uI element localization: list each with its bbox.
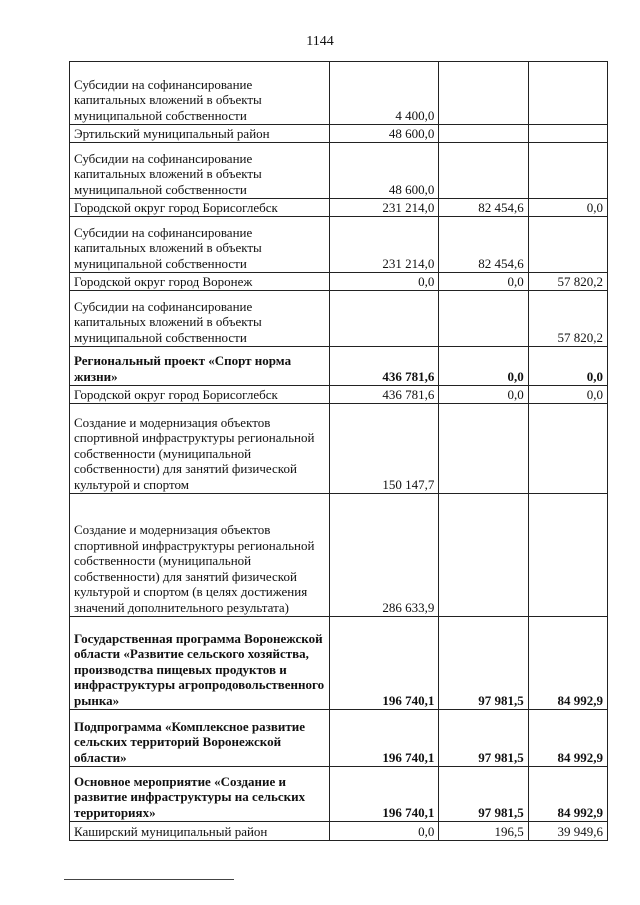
value-col3-cell: [528, 217, 607, 273]
value-col1-cell: [329, 291, 438, 347]
value-col1-cell: 0,0: [329, 822, 438, 841]
row-name-cell: Субсидии на софинансирование капитальных вложений в объекты муниципальной собственности: [70, 291, 330, 347]
value-col1-cell: 150 147,7: [329, 404, 438, 494]
row-name-cell: Основное мероприятие «Создание и развитие инфраструктуры на сельских территориях»: [70, 767, 330, 822]
value-col2-cell: 196,5: [439, 822, 528, 841]
table-row: [70, 710, 608, 767]
value-col3-cell: 57 820,2: [528, 291, 607, 347]
value-col2-cell: [439, 143, 528, 199]
value-col3-cell: 0,0: [528, 199, 607, 217]
table-row: [70, 347, 608, 386]
value-col2-cell: [439, 125, 528, 143]
table-row: [70, 767, 608, 822]
row-name-cell: Субсидии на софинансирование капитальных вложений в объекты муниципальной собственности: [70, 62, 330, 125]
value-col1-cell: 436 781,6: [329, 386, 438, 404]
value-col1-cell: 0,0: [329, 273, 438, 291]
value-col2-cell: [439, 62, 528, 125]
value-col1-cell: 48 600,0: [329, 143, 438, 199]
table-row: [70, 125, 608, 143]
row-name-cell: Эртильский муниципальный район: [70, 125, 330, 143]
table-row: [70, 199, 608, 217]
table-row: [70, 386, 608, 404]
value-col1-cell: 48 600,0: [329, 125, 438, 143]
value-col2-cell: 0,0: [439, 347, 528, 386]
value-col1-cell: 196 740,1: [329, 710, 438, 767]
footer-separator-line: [64, 879, 234, 880]
row-name-cell: Субсидии на софинансирование капитальных вложений в объекты муниципальной собственности: [70, 143, 330, 199]
row-name-cell: Подпрограмма «Комплексное развитие сельских территорий Воронежской области»: [70, 710, 330, 767]
table-row: [70, 62, 608, 125]
value-col2-cell: [439, 494, 528, 617]
value-col1-cell: 196 740,1: [329, 767, 438, 822]
page-number: 1144: [306, 34, 334, 49]
row-name-cell: Городской округ город Воронеж: [70, 273, 330, 291]
table-row: [70, 217, 608, 273]
value-col2-cell: 97 981,5: [439, 767, 528, 822]
value-col2-cell: 82 454,6: [439, 217, 528, 273]
value-col1-cell: 196 740,1: [329, 617, 438, 710]
row-name-cell: Региональный проект «Спорт норма жизни»: [70, 347, 330, 386]
value-col3-cell: [528, 404, 607, 494]
value-col2-cell: [439, 404, 528, 494]
value-col2-cell: 82 454,6: [439, 199, 528, 217]
table-row: [70, 291, 608, 347]
value-col3-cell: 57 820,2: [528, 273, 607, 291]
row-name-cell: Субсидии на софинансирование капитальных вложений в объекты муниципальной собственности: [70, 217, 330, 273]
value-col1-cell: 4 400,0: [329, 62, 438, 125]
row-name-cell: Создание и модернизация объектов спортивной инфраструктуры региональной собственности (муниципальной собственности) для занятий физической культурой и спортом: [70, 404, 330, 494]
table-row: [70, 273, 608, 291]
row-name-cell: Создание и модернизация объектов спортивной инфраструктуры региональной собственности (муниципальной собственности) для занятий физической культурой и спортом (в целях достижения значений дополнительного результата): [70, 494, 330, 617]
value-col3-cell: 39 949,6: [528, 822, 607, 841]
value-col3-cell: 84 992,9: [528, 710, 607, 767]
table-row: [70, 404, 608, 494]
table-row: [70, 822, 608, 841]
value-col2-cell: 0,0: [439, 386, 528, 404]
value-col1-cell: 286 633,9: [329, 494, 438, 617]
table-row: [70, 143, 608, 199]
value-col3-cell: [528, 143, 607, 199]
value-col2-cell: 0,0: [439, 273, 528, 291]
value-col1-cell: 436 781,6: [329, 347, 438, 386]
value-col3-cell: [528, 62, 607, 125]
value-col1-cell: 231 214,0: [329, 199, 438, 217]
value-col2-cell: 97 981,5: [439, 617, 528, 710]
value-col3-cell: 84 992,9: [528, 617, 607, 710]
value-col3-cell: 84 992,9: [528, 767, 607, 822]
budget-table: [69, 61, 608, 841]
value-col1-cell: 231 214,0: [329, 217, 438, 273]
budget-table-body: [70, 62, 608, 841]
table-row: [70, 494, 608, 617]
row-name-cell: Городской округ город Борисоглебск: [70, 199, 330, 217]
value-col2-cell: 97 981,5: [439, 710, 528, 767]
table-row: [70, 617, 608, 710]
row-name-cell: Каширский муниципальный район: [70, 822, 330, 841]
value-col3-cell: [528, 125, 607, 143]
row-name-cell: Государственная программа Воронежской области «Развитие сельского хозяйства, производства пищевых продуктов и инфраструктуры агропродовольственного рынка»: [70, 617, 330, 710]
value-col3-cell: 0,0: [528, 386, 607, 404]
value-col3-cell: 0,0: [528, 347, 607, 386]
value-col2-cell: [439, 291, 528, 347]
row-name-cell: Городской округ город Борисоглебск: [70, 386, 330, 404]
value-col3-cell: [528, 494, 607, 617]
